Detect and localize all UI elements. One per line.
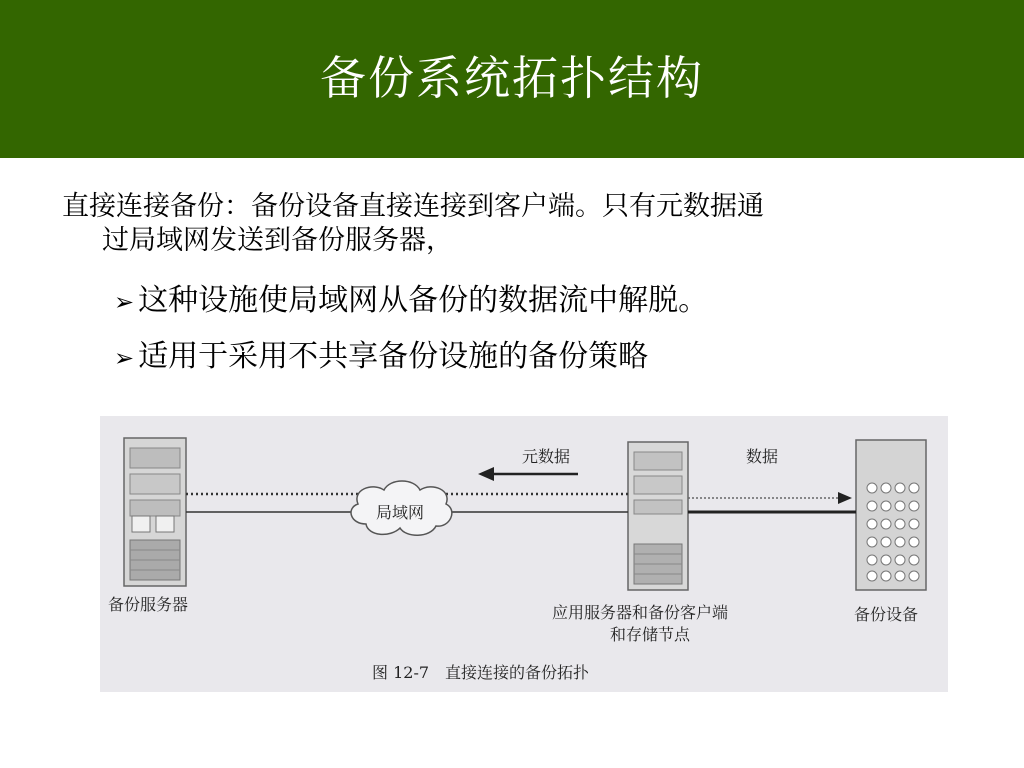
label-backup-server: 备份服务器 [108,595,189,614]
figure-caption: 图 12-7 直接连接的备份拓扑 [372,663,590,682]
bullet-text: 适用于采用不共享备份设施的备份策略 [138,339,649,374]
label-backup-device: 备份设备 [854,605,919,624]
label-lan: 局域网 [376,503,425,522]
label-metadata: 元数据 [522,447,571,466]
label-app-server-line1: 应用服务器和备份客户端 [552,603,729,622]
slide-title: 备份系统拓扑结构 [320,51,704,105]
bullet-text: 这种设施使局域网从备份的数据流中解脱。 [138,283,709,318]
intro-line-2: 过局域网发送到备份服务器， [102,225,453,256]
label-data: 数据 [746,447,779,466]
backup-device-icon [856,440,926,590]
arrow-bullet-icon: ➢ [114,344,135,372]
topology-figure [100,416,948,692]
intro-line-1: 直接连接备份：备份设备直接连接到客户端。只有元数据通 [62,191,764,222]
application-server-icon [628,442,688,590]
backup-server-icon [124,438,186,586]
data-arrow-icon [838,492,852,504]
bullet-item [114,282,708,321]
label-app-server-line2: 和存储节点 [610,625,691,644]
arrow-bullet-icon: ➢ [114,288,135,316]
bullet-item [114,338,648,377]
intro-paragraph [62,190,962,258]
metadata-arrow-icon [478,467,578,481]
